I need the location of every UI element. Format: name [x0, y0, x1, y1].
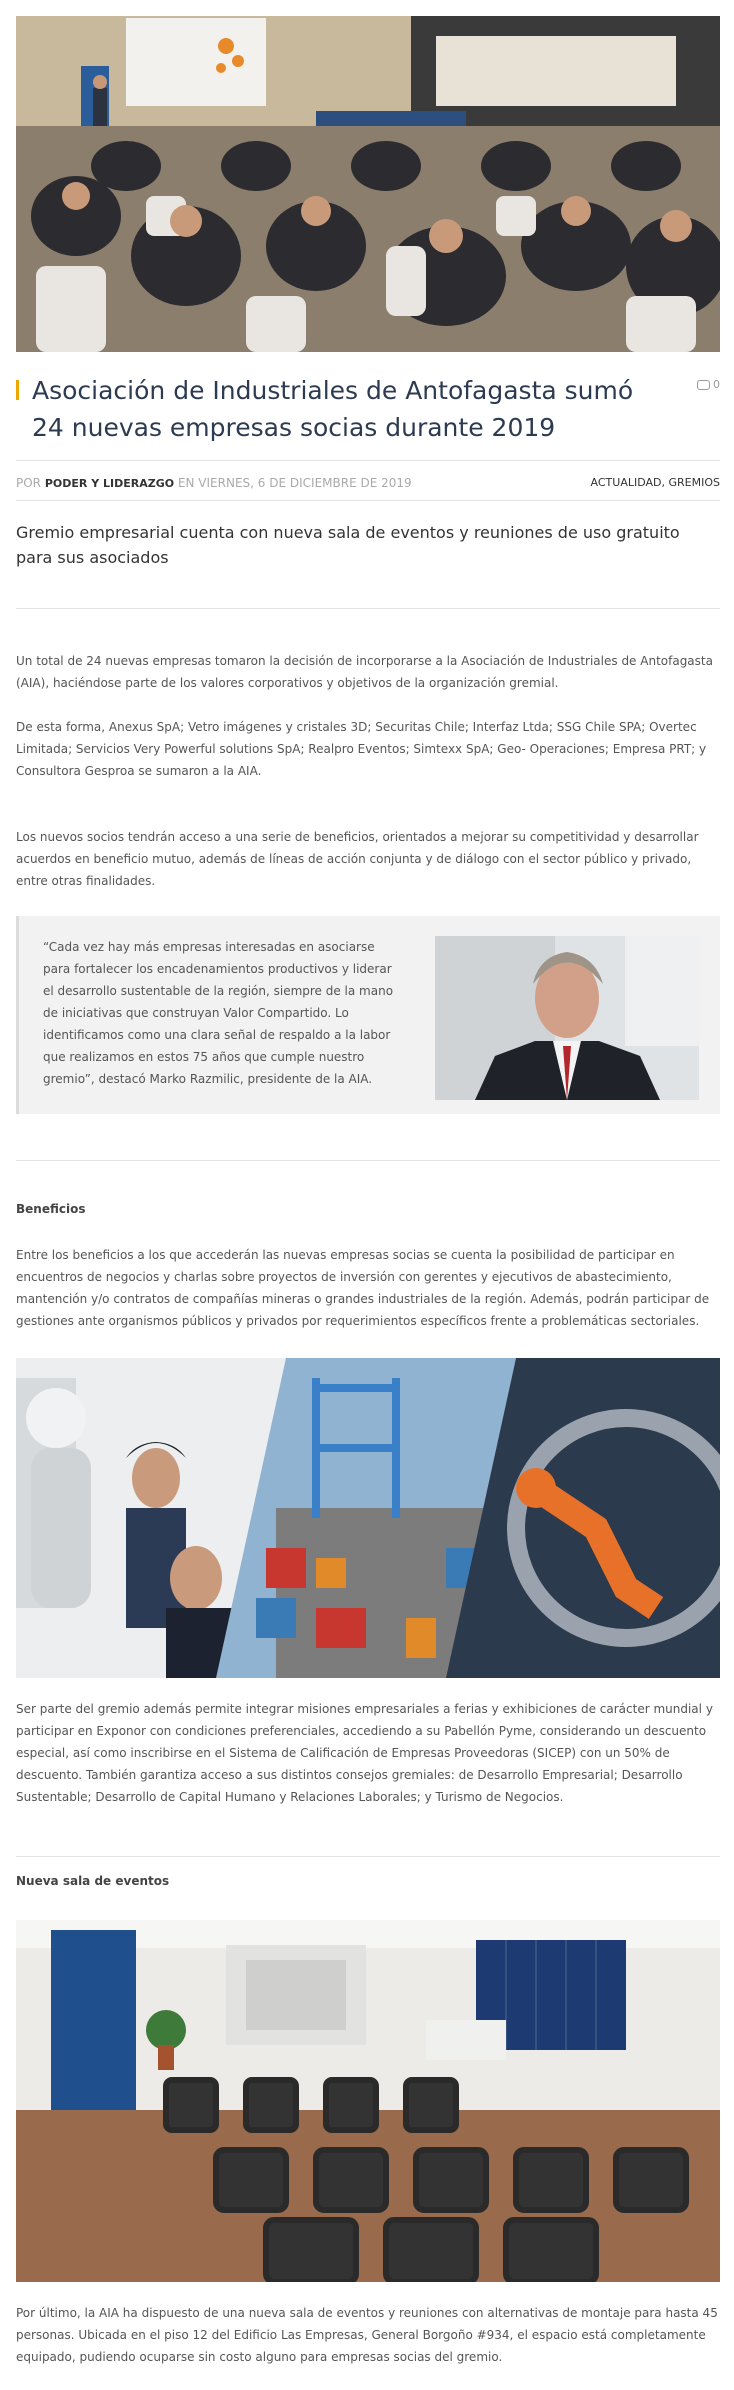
- article-meta: [16, 476, 720, 490]
- event-room-image: [16, 1920, 720, 2282]
- section-heading: Nueva sala de eventos: [16, 1874, 170, 1888]
- comment-count-link[interactable]: [697, 378, 720, 391]
- benefits-collage-image: [16, 1358, 720, 1678]
- author-link[interactable]: PODER Y LIDERAZGO: [44, 477, 175, 490]
- comment-count: 0: [713, 378, 720, 391]
- category-link[interactable]: ACTUALIDAD: [590, 476, 662, 489]
- divider: [16, 1856, 720, 1857]
- categories: [591, 476, 720, 489]
- comment-icon: [697, 380, 710, 390]
- article-title: Asociación de Industriales de Antofagasta sumó 24 nuevas empresas socias durante 2019: [32, 376, 634, 442]
- body-paragraph: De esta forma, Anexus SpA; Vetro imágenes y cristales 3D; Securitas Chile; Interfaz Ltda; SSG Chile SPA; Overtec Limitada; Servicios Very Powerful solutions SpA; Realpro Eventos; Simtexx SpA; Geo- Operaciones; Empresa PRT; y Consultora Gesproa se sumaron a la AIA.: [16, 720, 707, 778]
- hero-image: [16, 16, 720, 352]
- body-paragraph: Entre los beneficios a los que accederán las nuevas empresas socias se cuenta la posibilidad de participar en encuentros de negocios y charlas sobre proyectos de inversión con gerentes y ejecutivos de abastecimiento, mantención y/o contratos de compañías mineras o grandes industriales de la región. Además, podrán participar de gestiones ante organismos públicos y privados por requerimientos específicos frente a problemáticas sectoriales.: [16, 1248, 710, 1328]
- divider: [16, 500, 720, 501]
- body-paragraph: Por último, la AIA ha dispuesto de una nueva sala de eventos y reuniones con alternativas de montaje para hasta 45 personas. Ubicada en el piso 12 del Edificio Las Empresas, General Borgoño #934, el espacio está completamente equipado, pudiendo ocuparse sin costo alguno para empresas socias del gremio.: [16, 2306, 718, 2364]
- divider: [16, 460, 720, 461]
- quote-text: “Cada vez hay más empresas interesadas en asociarse para fortalecer los encadenamientos productivos y liderar el desarrollo sustentable de la región, siempre de la mano de iniciativas que construyan Valor Compartido. Lo identificamos como una clara señal de respaldo a la labor que realizamos en estos 75 años que cumple nuestro gremio”, destacó Marko Razmilic, presidente de la AIA.: [43, 940, 394, 1086]
- publish-date: EN VIERNES, 6 DE DICIEMBRE DE 2019: [177, 476, 412, 490]
- article-lead: Gremio empresarial cuenta con nueva sala de eventos y reuniones de uso gratuito para sus asociados: [16, 523, 680, 567]
- by-label: POR: [16, 476, 42, 490]
- category-link[interactable]: GREMIOS: [668, 476, 720, 489]
- portrait-image: [435, 936, 699, 1100]
- divider: [16, 1160, 720, 1161]
- divider: [16, 608, 720, 609]
- body-paragraph: Un total de 24 nuevas empresas tomaron la decisión de incorporarse a la Asociación de Industriales de Antofagasta (AIA), haciéndose parte de los valores corporativos y objetivos de la organización gremial.: [16, 654, 713, 690]
- section-heading: Beneficios: [16, 1202, 86, 1216]
- body-paragraph: Los nuevos socios tendrán acceso a una serie de beneficios, orientados a mejorar su competitividad y desarrollar acuerdos en beneficio mutuo, además de líneas de acción conjunta y de diálogo con el sector público y privado, entre otras finalidades.: [16, 830, 699, 888]
- body-paragraph: Ser parte del gremio además permite integrar misiones empresariales a ferias y exhibiciones de carácter mundial y participar en Exponor con condiciones preferenciales, accediendo a su Pabellón Pyme, considerando un descuento especial, así como inscribirse en el Sistema de Calificación de Empresas Proveedoras (SICEP) con un 50% de descuento. También garantiza acceso a sus distintos consejos gremiales: de Desarrollo Empresarial; Desarrollo Sustentable; Desarrollo de Capital Humano y Relaciones Laborales; y Turismo de Negocios.: [16, 1702, 713, 1804]
- article-header: [16, 372, 720, 446]
- pull-quote: [16, 916, 720, 1114]
- category-separator: ,: [661, 476, 669, 489]
- title-accent-bar: [16, 380, 19, 400]
